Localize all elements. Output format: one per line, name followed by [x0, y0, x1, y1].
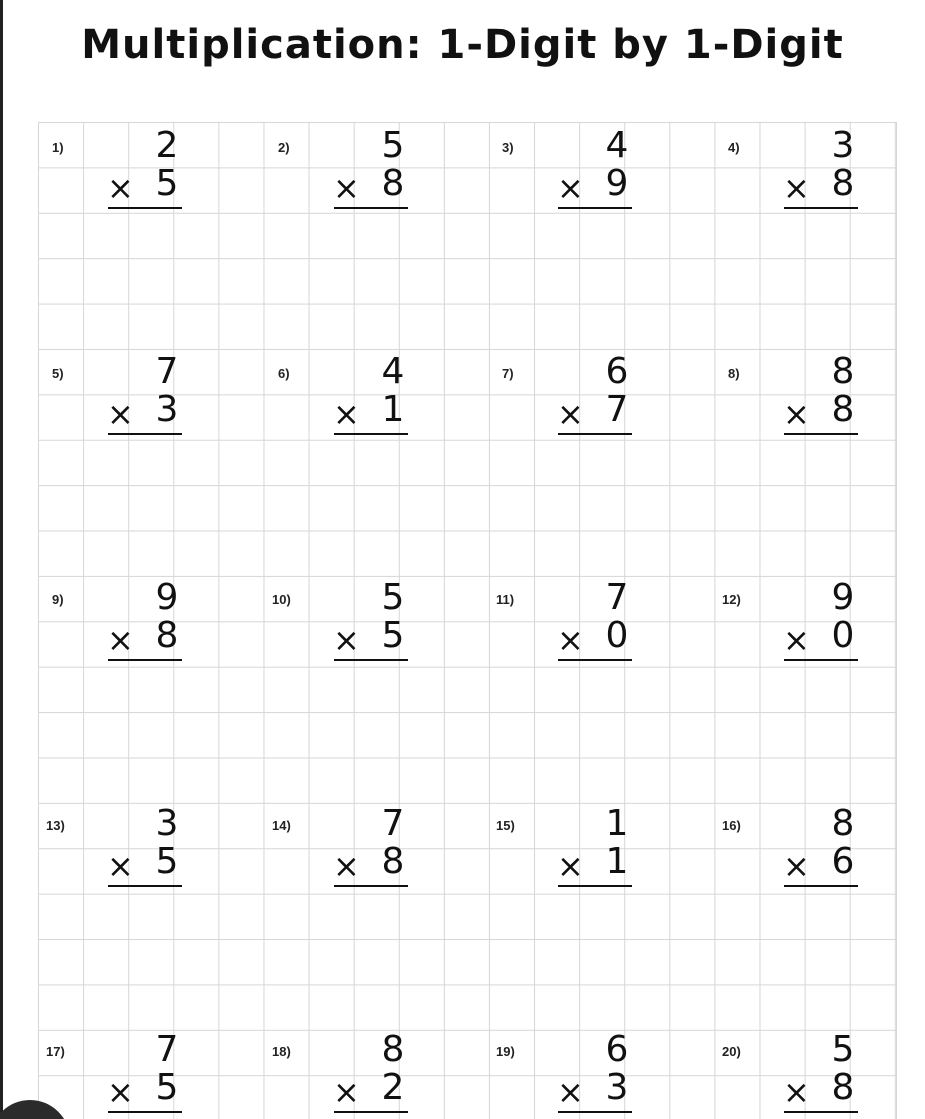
times-sign: × — [783, 395, 810, 433]
multiplicand: 5 — [381, 125, 405, 166]
problem-8 — [728, 350, 925, 450]
answer-line — [558, 885, 632, 887]
answer-line — [784, 1111, 858, 1113]
problem-number: 9) — [52, 592, 64, 607]
problem-19 — [496, 1028, 702, 1119]
answer-line — [334, 433, 408, 435]
multiplicand: 4 — [605, 125, 629, 166]
problem-number: 1) — [52, 140, 64, 155]
multiplicand: 7 — [381, 803, 405, 844]
multiplier: 8 — [155, 615, 179, 656]
multiplier: 8 — [831, 1067, 855, 1108]
left-edge-border — [0, 0, 3, 1119]
problem-16 — [722, 802, 925, 902]
answer-line — [108, 1111, 182, 1113]
problem-6 — [278, 350, 478, 450]
multiplier: 9 — [605, 163, 629, 204]
problem-5 — [52, 350, 252, 450]
multiplicand: 9 — [155, 577, 179, 618]
multiplier: 6 — [831, 841, 855, 882]
multiplicand: 8 — [381, 1029, 405, 1070]
multiplicand: 4 — [381, 351, 405, 392]
problem-number: 6) — [278, 366, 290, 381]
problem-number: 5) — [52, 366, 64, 381]
multiplicand: 3 — [155, 803, 179, 844]
problem-4 — [728, 124, 925, 224]
answer-line — [334, 1111, 408, 1113]
problem-7 — [502, 350, 702, 450]
multiplicand: 7 — [155, 1029, 179, 1070]
times-sign: × — [783, 621, 810, 659]
times-sign: × — [333, 621, 360, 659]
times-sign: × — [783, 847, 810, 885]
multiplier: 8 — [381, 841, 405, 882]
multiplier: 1 — [605, 841, 629, 882]
multiplicand: 3 — [831, 125, 855, 166]
answer-line — [784, 433, 858, 435]
answer-line — [334, 659, 408, 661]
multiplier: 0 — [831, 615, 855, 656]
problem-3 — [502, 124, 702, 224]
problem-1 — [52, 124, 252, 224]
problem-number: 18) — [272, 1044, 291, 1059]
problem-number: 19) — [496, 1044, 515, 1059]
multiplicand: 6 — [605, 1029, 629, 1070]
multiplicand: 1 — [605, 803, 629, 844]
answer-line — [558, 433, 632, 435]
multiplier: 5 — [155, 1067, 179, 1108]
answer-line — [108, 207, 182, 209]
problem-number: 3) — [502, 140, 514, 155]
multiplicand: 8 — [831, 803, 855, 844]
times-sign: × — [783, 169, 810, 207]
times-sign: × — [107, 1073, 134, 1111]
problem-2 — [278, 124, 478, 224]
problem-20 — [722, 1028, 925, 1119]
times-sign: × — [107, 395, 134, 433]
multiplier: 0 — [605, 615, 629, 656]
multiplier: 2 — [381, 1067, 405, 1108]
problem-number: 2) — [278, 140, 290, 155]
multiplicand: 5 — [831, 1029, 855, 1070]
times-sign: × — [107, 847, 134, 885]
problem-number: 16) — [722, 818, 741, 833]
times-sign: × — [557, 847, 584, 885]
multiplicand: 9 — [831, 577, 855, 618]
multiplier: 5 — [155, 841, 179, 882]
problem-number: 11) — [496, 592, 515, 607]
times-sign: × — [557, 169, 584, 207]
answer-line — [334, 207, 408, 209]
answer-line — [108, 433, 182, 435]
times-sign: × — [107, 169, 134, 207]
problem-number: 14) — [272, 818, 291, 833]
problem-number: 13) — [46, 818, 65, 833]
multiplicand: 6 — [605, 351, 629, 392]
times-sign: × — [557, 621, 584, 659]
multiplier: 3 — [155, 389, 179, 430]
problem-number: 7) — [502, 366, 514, 381]
times-sign: × — [107, 621, 134, 659]
problem-11 — [496, 576, 702, 676]
times-sign: × — [783, 1073, 810, 1111]
answer-line — [558, 659, 632, 661]
answer-line — [108, 659, 182, 661]
multiplier: 8 — [381, 163, 405, 204]
multiplier: 8 — [831, 389, 855, 430]
answer-line — [784, 885, 858, 887]
multiplier: 5 — [155, 163, 179, 204]
times-sign: × — [557, 395, 584, 433]
answer-line — [558, 207, 632, 209]
multiplier: 5 — [381, 615, 405, 656]
problem-number: 8) — [728, 366, 740, 381]
problem-number: 17) — [46, 1044, 65, 1059]
multiplier: 1 — [381, 389, 405, 430]
problem-13 — [46, 802, 252, 902]
times-sign: × — [557, 1073, 584, 1111]
problem-17 — [46, 1028, 252, 1119]
times-sign: × — [333, 395, 360, 433]
multiplier: 8 — [831, 163, 855, 204]
multiplicand: 8 — [831, 351, 855, 392]
problem-number: 20) — [722, 1044, 741, 1059]
multiplicand: 2 — [155, 125, 179, 166]
problem-12 — [722, 576, 925, 676]
problem-18 — [272, 1028, 478, 1119]
answer-line — [558, 1111, 632, 1113]
problem-number: 15) — [496, 818, 515, 833]
worksheet-title: Multiplication: 1-Digit by 1-Digit — [81, 22, 844, 68]
answer-line — [334, 885, 408, 887]
times-sign: × — [333, 847, 360, 885]
problem-15 — [496, 802, 702, 902]
answer-line — [784, 659, 858, 661]
problem-9 — [52, 576, 252, 676]
times-sign: × — [333, 169, 360, 207]
problem-number: 4) — [728, 140, 740, 155]
multiplicand: 7 — [605, 577, 629, 618]
answer-line — [784, 207, 858, 209]
problem-number: 10) — [272, 592, 291, 607]
multiplier: 3 — [605, 1067, 629, 1108]
problem-10 — [272, 576, 478, 676]
problem-number: 12) — [722, 592, 741, 607]
problem-14 — [272, 802, 478, 902]
answer-line — [108, 885, 182, 887]
times-sign: × — [333, 1073, 360, 1111]
multiplicand: 5 — [381, 577, 405, 618]
multiplier: 7 — [605, 389, 629, 430]
multiplicand: 7 — [155, 351, 179, 392]
